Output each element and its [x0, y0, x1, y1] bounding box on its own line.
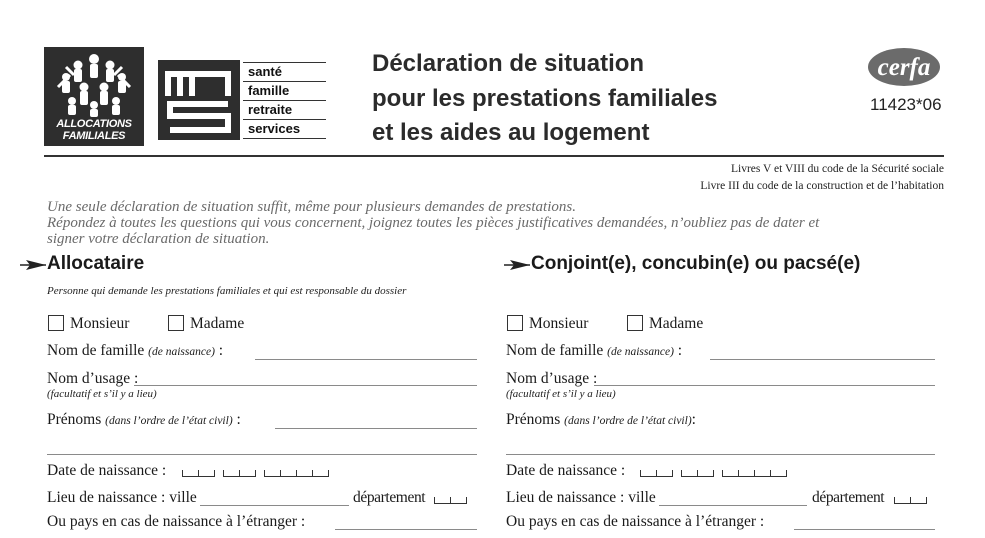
- arrow-icon: [20, 259, 46, 271]
- msa-rule: [243, 138, 326, 139]
- checkbox-madame[interactable]: [168, 315, 184, 331]
- label-lieu-naissance: Lieu de naissance : ville: [47, 489, 197, 506]
- field-prenoms-continued[interactable]: [47, 454, 477, 455]
- msa-rule: [243, 81, 326, 82]
- form-title-line2: pour les prestations familiales: [372, 85, 718, 112]
- intro-line-1: Une seule déclaration de situation suffit, même pour plusieurs demandes de prestations.: [47, 199, 576, 215]
- checkbox-label-monsieur: Monsieur: [70, 315, 130, 332]
- field-prenoms[interactable]: [275, 428, 477, 429]
- departement-digit-boxes[interactable]: [434, 496, 467, 504]
- header-rule: [44, 155, 944, 157]
- intro-line-3: signer votre déclaration de situation.: [47, 231, 270, 247]
- msa-rule: [243, 119, 326, 120]
- form-title-line3: et les aides au logement: [372, 119, 650, 146]
- departement-digit-boxes-conjoint[interactable]: [894, 496, 927, 504]
- checkbox-label-monsieur-conjoint: Monsieur: [529, 315, 589, 332]
- form-title-line1: Déclaration de situation: [372, 50, 645, 77]
- field-prenoms-continued-conjoint[interactable]: [506, 454, 935, 455]
- checkbox-label-madame-conjoint: Madame: [649, 315, 704, 332]
- label-prenoms-conjoint: Prénoms (dans l’ordre de l’état civil):: [506, 411, 696, 428]
- date-digit-boxes[interactable]: [182, 469, 329, 477]
- field-ville-conjoint[interactable]: [659, 505, 807, 506]
- label-date-naissance-conjoint: Date de naissance :: [506, 462, 626, 479]
- label-nom-famille: Nom de famille (de naissance) :: [47, 342, 224, 359]
- section-subtitle-allocataire: Personne qui demande les prestations familiales et qui est responsable du dossier: [47, 285, 407, 297]
- field-nom-famille[interactable]: [255, 359, 477, 360]
- legal-reference-2: Livre III du code de la construction et de l’habitation: [700, 180, 944, 192]
- arrow-icon: [504, 259, 530, 271]
- label-date-naissance: Date de naissance :: [47, 462, 167, 479]
- label-prenoms: Prénoms (dans l’ordre de l’état civil) :: [47, 411, 241, 428]
- msa-word-sante: santé: [248, 64, 282, 79]
- caf-logo-line2: FAMILIALES: [62, 130, 126, 142]
- field-pays[interactable]: [335, 529, 477, 530]
- date-digit-boxes-conjoint[interactable]: [640, 469, 787, 477]
- msa-word-retraite: retraite: [248, 102, 293, 117]
- label-departement: département: [353, 489, 426, 506]
- label-nom-famille-conjoint: Nom de famille (de naissance) :: [506, 342, 683, 359]
- field-nom-famille-conjoint[interactable]: [710, 359, 935, 360]
- caf-logo-line1: ALLOCATIONS: [56, 118, 132, 130]
- checkbox-monsieur[interactable]: [48, 315, 64, 331]
- field-pays-conjoint[interactable]: [794, 529, 935, 530]
- msa-letters-icon: [158, 60, 240, 140]
- note-nom-usage-conjoint: (facultatif et s’il y a lieu): [506, 388, 616, 400]
- label-lieu-naissance-conjoint: Lieu de naissance : ville: [506, 489, 656, 506]
- msa-logo: [158, 60, 240, 140]
- section-title-allocataire: Allocataire: [47, 253, 145, 274]
- intro-line-2: Répondez à toutes les questions qui vous concernent, joignez toutes les pièces justificatives demandées, n’oubliez pas de dater et: [47, 215, 820, 231]
- cerfa-number: 11423*06: [870, 95, 942, 114]
- field-ville[interactable]: [200, 505, 349, 506]
- label-nom-usage: Nom d’usage :: [47, 370, 139, 387]
- checkbox-label-madame: Madame: [190, 315, 245, 332]
- cerfa-badge-text: cerfa: [877, 54, 931, 81]
- caf-logo: [44, 47, 144, 146]
- label-departement-conjoint: département: [812, 489, 885, 506]
- msa-word-services: services: [248, 121, 301, 136]
- label-pays-conjoint: Ou pays en cas de naissance à l’étranger :: [506, 513, 765, 530]
- cerfa-badge: [867, 47, 941, 87]
- msa-word-famille: famille: [248, 83, 290, 98]
- checkbox-madame-conjoint[interactable]: [627, 315, 643, 331]
- msa-rule: [243, 100, 326, 101]
- checkbox-monsieur-conjoint[interactable]: [507, 315, 523, 331]
- msa-rule: [243, 62, 326, 63]
- note-nom-usage: (facultatif et s’il y a lieu): [47, 388, 157, 400]
- field-nom-usage[interactable]: [134, 385, 477, 386]
- legal-reference-1: Livres V et VIII du code de la Sécurité sociale: [731, 163, 944, 175]
- label-pays: Ou pays en cas de naissance à l’étranger :: [47, 513, 306, 530]
- label-nom-usage-conjoint: Nom d’usage :: [506, 370, 598, 387]
- field-nom-usage-conjoint[interactable]: [594, 385, 935, 386]
- section-title-conjoint: Conjoint(e), concubin(e) ou pacsé(e): [531, 253, 861, 274]
